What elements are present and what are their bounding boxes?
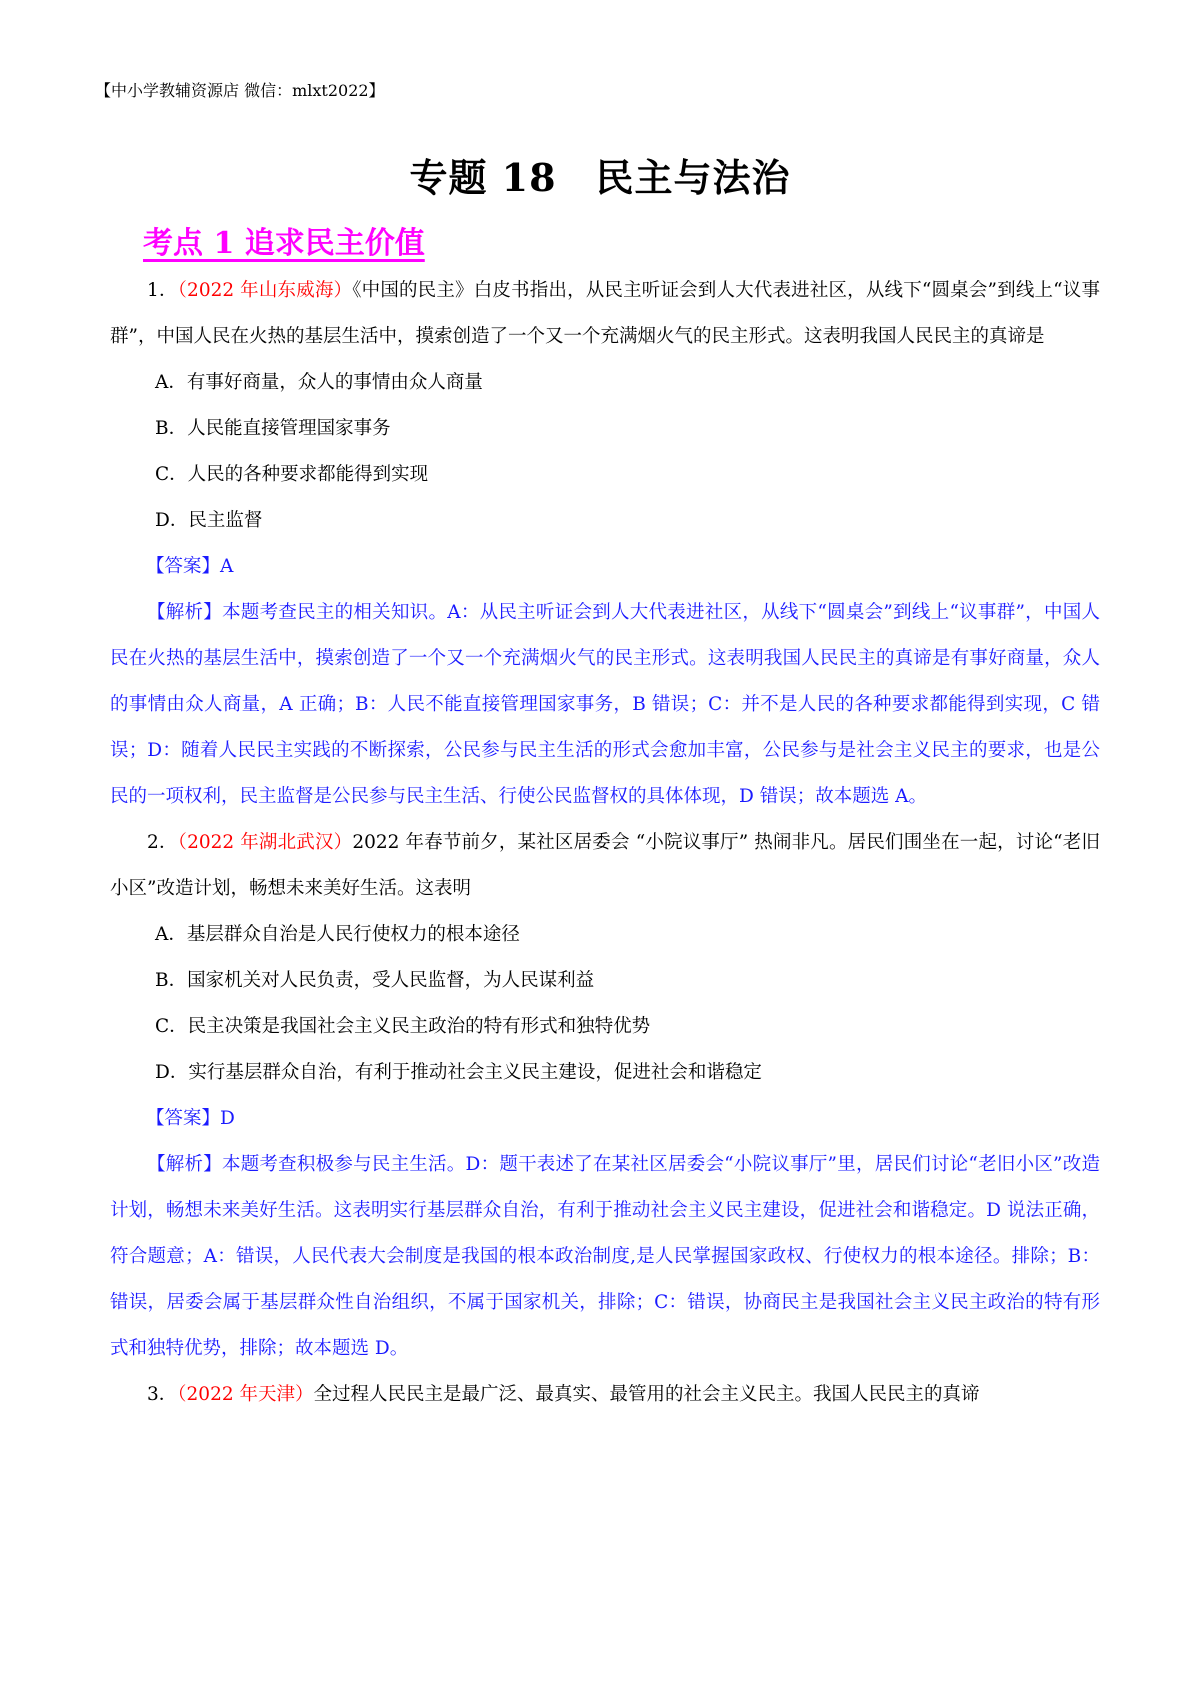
document-title: 专题 18 民主与法治 — [409, 155, 791, 200]
question-number: 3． — [147, 1384, 178, 1405]
question-source: （2022 年山东威海） — [177, 280, 353, 301]
answer-tag: 【答案】 — [146, 556, 221, 577]
question-number: 2． — [147, 832, 178, 853]
option-b: B．国家机关对人民负责，受人民监督，为人民谋利益 — [155, 970, 595, 991]
answer-value: A — [220, 556, 234, 577]
section-heading: 考点 1 追求民主价值 — [143, 226, 425, 261]
question-text: 2022 年春节前夕，某社区居委会 “小院议事厅” 热闹非凡。居民们围坐在一起，讨论“老旧小区”改造计划，畅想未来美好生活。这表明 — [110, 832, 1100, 899]
explanation — [110, 1142, 1100, 1372]
question-number: 1． — [147, 280, 178, 301]
question-source: （2022 年天津） — [177, 1384, 314, 1405]
question-source: （2022 年湖北武汉） — [177, 832, 353, 853]
watermark-header: 【中小学教辅资源店 微信：mlxt2022】 — [95, 81, 385, 100]
question-2 — [110, 820, 1100, 1372]
document-body — [110, 268, 1100, 1418]
explanation — [110, 590, 1100, 820]
option-c: C．民主决策是我国社会主义民主政治的特有形式和独特优势 — [155, 1016, 651, 1037]
explanation-tag: 【解析】 — [147, 1154, 222, 1175]
question-1 — [110, 268, 1100, 820]
option-b: B．人民能直接管理国家事务 — [155, 418, 391, 439]
option-a: A．有事好商量，众人的事情由众人商量 — [155, 372, 483, 393]
answer-value: D — [220, 1108, 235, 1129]
question-stem — [110, 1372, 1100, 1418]
question-stem — [110, 820, 1100, 912]
explanation-text: 本题考查积极参与民主生活。D：题干表述了在某社区居委会“小院议事厅”里，居民们讨论“老旧小区”改造计划，畅想未来美好生活。这表明实行基层群众自治，有利于推动社会主义民主建设，促进社会和谐稳定。D 说法正确，符合题意；A：错误，人民代表大会制度是我国的根本政治制度,是人民掌握国家政权、行使权力的根本途径。排除；B：错误，居委会属于基层群众性自治组织，不属于国家机关，排除；C：错误，协商民主是我国社会主义民主政治的特有形式和独特优势，排除；故本题选 D。 — [110, 1154, 1100, 1359]
answer-tag: 【答案】 — [146, 1108, 221, 1129]
option-d: D．民主监督 — [155, 510, 263, 531]
answer-line — [110, 544, 1100, 590]
answer-line — [110, 1096, 1100, 1142]
explanation-tag: 【解析】 — [147, 602, 223, 623]
question-text: 全过程人民民主是最广泛、最真实、最管用的社会主义民主。我国人民民主的真谛 — [313, 1384, 980, 1405]
option-c: C．人民的各种要求都能得到实现 — [155, 464, 429, 485]
question-3 — [110, 1372, 1100, 1418]
question-text: 《中国的民主》白皮书指出，从民主听证会到人大代表进社区，从线下“圆桌会”到线上“议事群”，中国人民在火热的基层生活中，摸索创造了一个又一个充满烟火气的民主形式。这表明我国人民民主的真谛是 — [110, 280, 1100, 347]
question-stem — [110, 268, 1100, 360]
option-a: A．基层群众自治是人民行使权力的根本途径 — [155, 924, 520, 945]
explanation-text: 本题考查民主的相关知识。A：从民主听证会到人大代表进社区，从线下“圆桌会”到线上“议事群”，中国人民在火热的基层生活中，摸索创造了一个又一个充满烟火气的民主形式。这表明我国人民民主的真谛是有事好商量，众人的事情由众人商量，A 正确；B：人民不能直接管理国家事务，B 错误；C：并不是人民的各种要求都能得到实现，C 错误；D：随着人民民主实践的不断探索，公民参与民主生活的形式会愈加丰富，公民参与是社会主义民主的要求，也是公民的一项权利，民主监督是公民参与民主生活、行使公民监督权的具体体现，D 错误；故本题选 A。 — [110, 602, 1100, 807]
option-d: D．实行基层群众自治，有利于推动社会主义民主建设，促进社会和谐稳定 — [155, 1062, 762, 1083]
